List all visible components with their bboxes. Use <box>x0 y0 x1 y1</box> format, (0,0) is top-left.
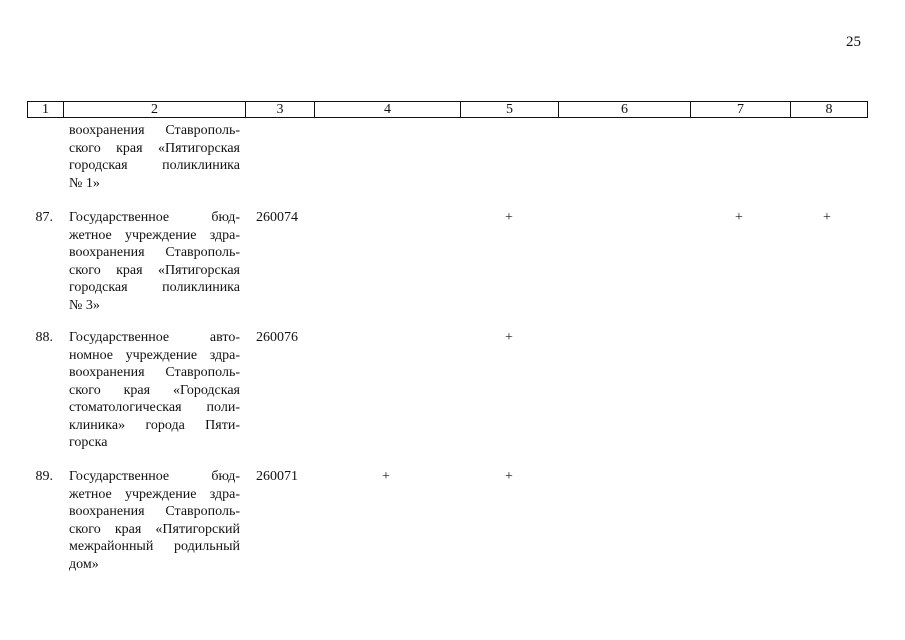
organization-code: 260076 <box>256 330 298 345</box>
name-line: № 3» <box>69 297 100 313</box>
mark-col-4: + <box>382 469 390 484</box>
column-header-table <box>27 101 868 118</box>
name-line: ского края «Пятигорская <box>69 140 240 156</box>
mark-col-8: + <box>823 210 831 225</box>
organization-code: 260074 <box>256 210 298 225</box>
mark-col-5: + <box>505 469 513 484</box>
name-line: ского края «Пятигорская <box>69 262 240 278</box>
name-line: ского края «Городская <box>69 382 240 398</box>
mark-col-5: + <box>505 210 513 225</box>
row-number: 88. <box>35 330 53 345</box>
name-line: межрайонный родильный <box>69 539 240 554</box>
continuation-name <box>69 122 240 192</box>
organization-name <box>69 329 240 452</box>
name-line: жетное учреждение здра- <box>69 486 240 502</box>
name-line: воохранения Ставрополь- <box>69 504 240 519</box>
name-line: городская поликлиника <box>69 280 240 295</box>
organization-name <box>69 209 240 314</box>
name-line: номное учреждение здра- <box>69 347 240 363</box>
organization-name <box>69 468 240 573</box>
header-col-7: 7 <box>691 102 791 118</box>
header-col-1: 1 <box>28 102 64 118</box>
mark-col-7: + <box>735 210 743 225</box>
name-line: горска <box>69 435 108 450</box>
header-row <box>28 102 868 118</box>
header-col-3: 3 <box>246 102 315 118</box>
page-number: 25 <box>846 34 861 50</box>
name-line: воохранения Ставрополь- <box>69 245 240 260</box>
name-line: ского края «Пятигорский <box>69 521 240 537</box>
name-line: клиника» города Пяти- <box>69 417 240 433</box>
name-line: дом» <box>69 556 99 572</box>
name-line: воохранения Ставрополь- <box>69 123 240 138</box>
header-col-6: 6 <box>559 102 691 118</box>
name-line: Государственное бюд- <box>69 210 240 225</box>
row-number: 89. <box>35 469 53 484</box>
mark-col-5: + <box>505 330 513 345</box>
name-line: воохранения Ставрополь- <box>69 365 240 380</box>
organization-code: 260071 <box>256 469 298 484</box>
name-line: Государственное бюд- <box>69 469 240 484</box>
name-line: городская поликлиника <box>69 158 240 173</box>
row-number: 87. <box>35 210 53 225</box>
name-line: жетное учреждение здра- <box>69 227 240 243</box>
header-col-2: 2 <box>64 102 246 118</box>
name-line: стоматологическая поли- <box>69 400 240 415</box>
name-line: № 1» <box>69 175 100 191</box>
header-col-4: 4 <box>315 102 461 118</box>
header-col-5: 5 <box>461 102 559 118</box>
name-line: Государственное авто- <box>69 330 240 345</box>
header-col-8: 8 <box>791 102 868 118</box>
